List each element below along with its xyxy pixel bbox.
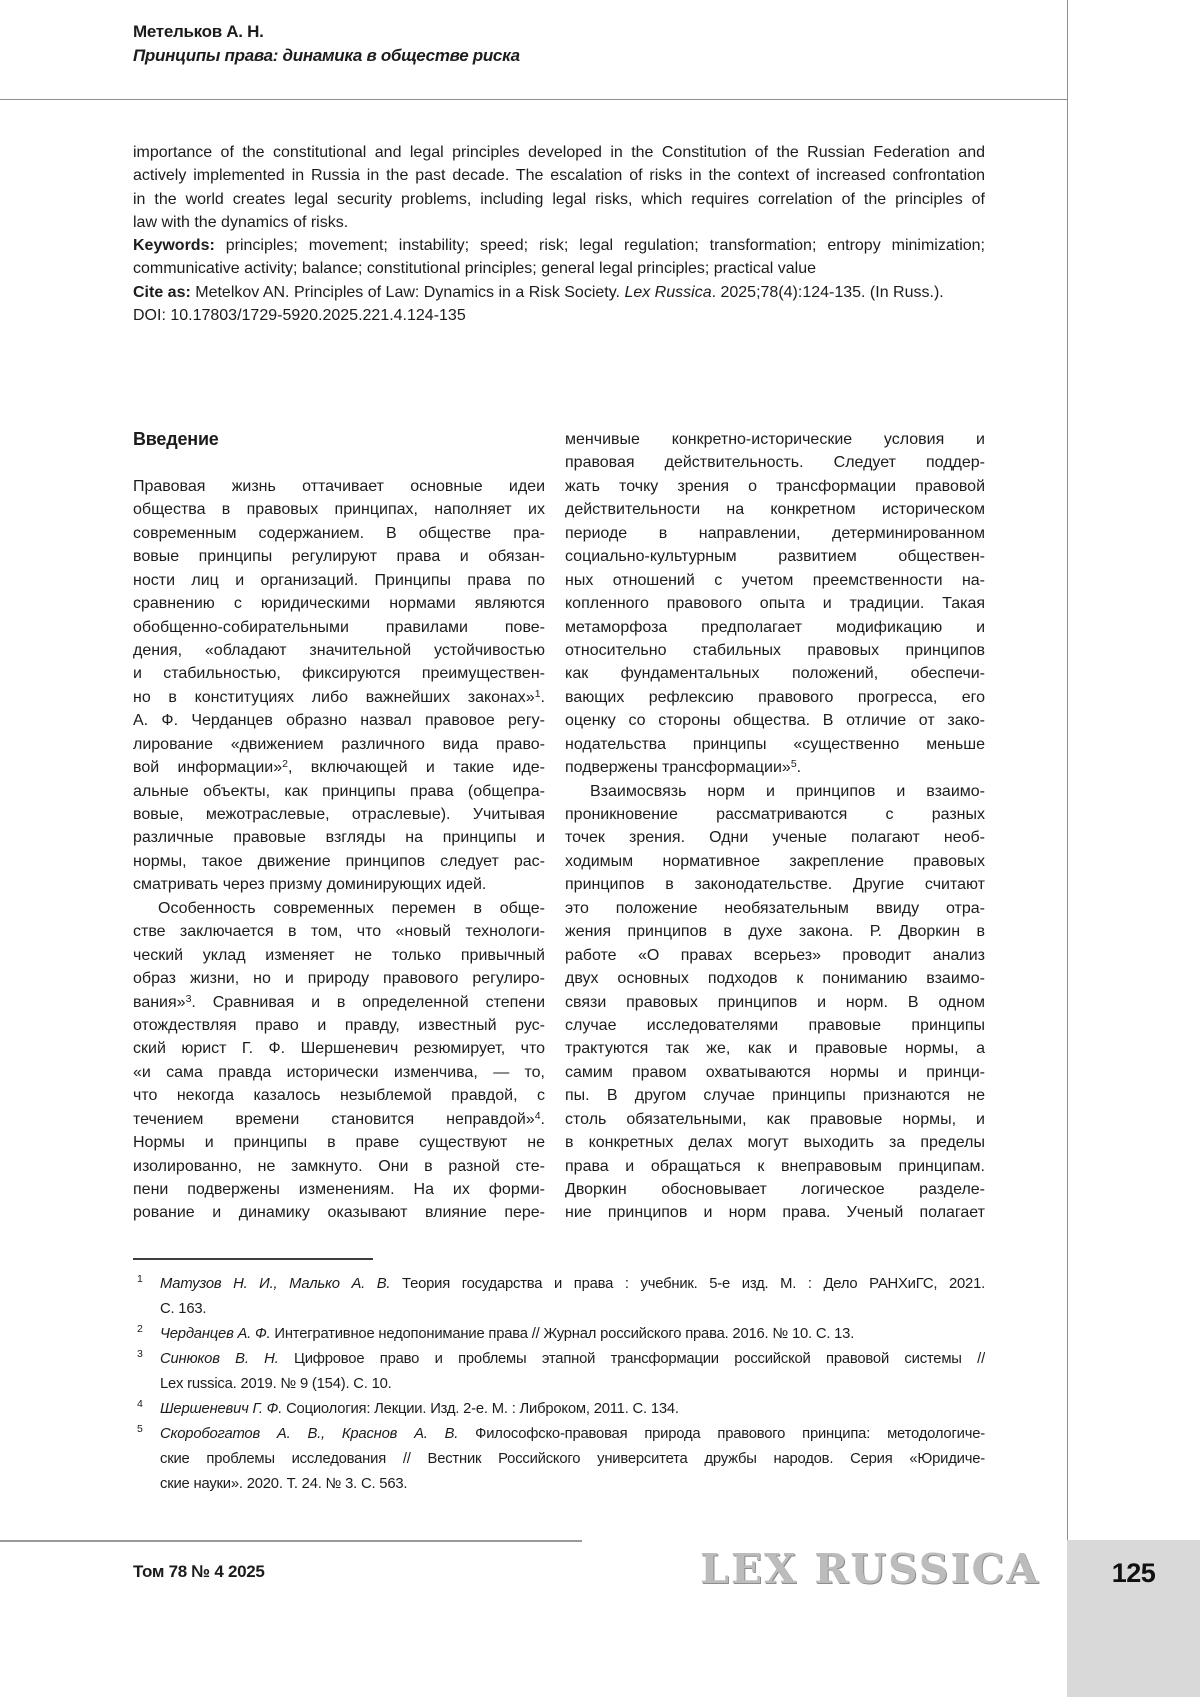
text-line: ские науки». 2020. Т. 24. № 3. С. 563. [160,1476,408,1492]
footnote-number: 2 [137,1323,143,1335]
text-line: работе «О правах всерьез» проводит анализ [565,946,985,964]
text-line: пы. В другом случае принципы признаются не [565,1087,985,1105]
text-line: что некогда казалось незыблемой правдой, с [133,1087,545,1105]
text-line: подвержены трансформации»$^5$. [565,758,802,777]
text-line: связи правовых принципов и норм. В одном [565,993,985,1011]
text-line: А. Ф. Черданцев образно назвал правовое регу- [133,712,545,730]
text-line: ние принципов и норм права. Ученый полагает [565,1204,985,1222]
text-line: Скоробогатов А. В., Краснов А. В. Философско-правовая природа правового принципа: методологиче- [160,1426,985,1442]
text-line: менчивые конкретно-исторические условия и [565,431,985,448]
text-line: стве заключается в том, что «новый технологи- [133,923,545,941]
text-line: ходимым нормативное закрепление правовых [565,852,985,870]
text-line: сматривать через призму доминирующих идей. [133,876,487,894]
paragraph [565,780,985,1225]
paragraph [133,897,545,1225]
text-line: Дворкин обосновывает логическое разделе- [565,1181,985,1198]
text-line: оценку со стороны общества. В отличие от зако- [565,712,985,730]
right-column-text [565,428,985,1225]
text-line: это положение необязательным ввиду отра- [565,899,985,917]
text-line: in the world creates legal security problems, including legal risks, which requires correlation of the principles of [133,190,985,208]
footnote-number: 4 [137,1398,143,1410]
lex-russica-logo: LEX RUSSICA [700,1545,1040,1593]
text-line: вовые принципы регулируют права и обязан- [133,548,545,566]
text-line: самим правом охватываются нормы и принци- [565,1063,985,1081]
text-line: вовые, межотраслевые, отраслевые). Учитывая [133,806,545,823]
header-rule [0,99,1067,100]
abstract-block [133,141,985,327]
text-line: общества в правовых принципах, наполняет их [133,501,545,519]
text-line: Keywords: principles; movement; instability; speed; risk; legal regulation; transformation; entropy minimization; [133,237,985,255]
text-line: метаморфоза предполагает модификацию и [565,618,985,636]
text-line: ские проблемы исследования // Вестник Российского университета дружбы народов. Серия «Юридиче- [160,1451,985,1467]
page-vertical-rule [1067,0,1068,1540]
footer-rule [0,1540,582,1542]
text-line: сравнению с юридическими нормами являются [133,595,545,613]
left-column [133,428,545,1225]
text-line: в конкретных делах могут выходить за пределы [565,1134,985,1152]
text-line: социально-культурным развитием обществен- [565,548,985,566]
text-line: альные объекты, как принципы права (общепра- [133,782,545,800]
text-line: но в конституциях либо важнейших законах»$^1$. [133,687,545,706]
text-line: жать точку зрения о трансформации правовой [565,477,985,495]
text-line: лирование «движением различного вида право- [133,735,545,753]
page-number-box [1067,1540,1200,1697]
text-line: трактуются так же, как и правовые нормы, а [565,1040,985,1058]
text-line: и стабильностью, фиксируются преимуществен- [133,665,545,683]
text-line: Шершеневич Г. Ф. Социология: Лекции. Изд. 2-е. М. : Либроком, 2011. С. 134. [160,1401,679,1417]
running-head-author: Метельков А. Н. [133,22,264,41]
text-line: отождествляя право и правду, известный рус- [133,1016,545,1034]
text-line: копленного правового опыта и традиции. Такая [565,595,985,613]
text-line: Матузов Н. И., Малько А. В. Теория государства и права : учебник. 5-е изд. М. : Дело РАНХиГС, 2021. [160,1276,985,1292]
text-line: жения принципов в духе закона. Р. Дворкин в [565,923,985,941]
paragraph [133,475,545,897]
text-line: дения, «обладают значительной устойчивостью [133,641,545,659]
footnote [133,1322,985,1347]
text-line: «и сама правда исторически изменчива, — то, [133,1063,545,1081]
text-line: communicative activity; balance; constitutional principles; general legal principles; practical value [133,260,817,278]
footnote [133,1272,985,1322]
page-number: 125 [1111,1558,1156,1588]
text-line: права и обращаться к внеправовым принципам. [565,1157,985,1175]
footnote [133,1422,985,1497]
text-line: нормы, такое движение принципов следует рас- [133,852,545,870]
text-line: ский юрист Г. Ф. Шершеневич резюмирует, что [133,1040,545,1058]
text-line: случае исследователями правовые принципы [565,1016,985,1034]
text-line: различные правовые взгляды на принципы и [133,829,545,847]
footnote-number: 3 [137,1348,143,1360]
text-line: столь обязательными, как правовые нормы, и [565,1110,985,1128]
text-line: Cite as: Metelkov AN. Principles of Law: Dynamics in a Risk Society. Lex Russica. 2025;78(4):124-135. (In Russ.). [133,283,944,301]
text-line: течением времени становится неправдой»$^4$. [133,1109,545,1128]
footnote-number: 5 [137,1423,143,1435]
text-line: вания»$^3$. Сравнивая и в определенной степени [133,992,545,1011]
text-line: действительности на конкретном историческом [565,501,985,519]
paragraph [565,428,985,780]
footnote-separator [133,1258,373,1260]
text-line: пени подвержены изменениям. На их форми- [133,1181,545,1198]
text-line: Нормы и принципы в праве существуют не [133,1134,545,1152]
running-head-title: Принципы права: динамика в обществе риска [133,46,520,65]
text-line: относительно стабильных правовых принципов [565,641,985,659]
volume-info: Том 78 № 4 2025 [133,1562,265,1581]
text-line: importance of the constitutional and legal principles developed in the Constitution of the Russian Federation and [133,144,985,161]
text-line: принципов в законодательстве. Другие считают [565,876,985,894]
text-line: Lex russica. 2019. № 9 (154). С. 10. [160,1376,392,1392]
text-line: Взаимосвязь норм и принципов и взаимо- [590,782,985,800]
text-line: ности лиц и организаций. Принципы права по [133,571,545,589]
text-line: двух основных подходов к пониманию взаимо- [565,970,985,988]
text-line: правовая действительность. Следует поддер- [565,454,985,472]
text-line: периоде в направлении, детерминированном [565,524,985,542]
text-line: нодательства принципы «существенно меньше [565,735,985,753]
text-line: Синюков В. Н. Цифровое право и проблемы этапной трансформации российской правовой системы // [160,1351,985,1367]
footnote [133,1397,985,1422]
text-line: С. 163. [160,1301,207,1317]
left-column-text [133,475,545,1225]
section-heading: Введение [133,429,219,449]
footnotes [133,1272,985,1497]
text-line: law with the dynamics of risks. [133,213,349,231]
text-line: рование и динамику оказывают влияние пере- [133,1204,545,1222]
text-line: Особенность современных перемен в обще- [158,899,545,917]
text-line: проникновение рассматриваются с разных [565,806,985,823]
text-line: Черданцев А. Ф. Интегративное недопонимание права // Журнал российского права. 2016. № 10. С. 13. [160,1326,855,1342]
text-line: точек зрения. Одни ученые полагают необ- [565,829,985,847]
text-line: образ жизни, но и природу правового регулиро- [133,970,545,988]
footnote-number: 1 [137,1273,143,1285]
text-line: вающих рефлексию правового прогресса, его [565,688,985,706]
text-line: изолированно, не замкнуто. Они в разной сте- [133,1157,545,1175]
right-column [565,428,985,1225]
text-line: DOI: 10.17803/1729-5920.2025.221.4.124-135 [133,307,466,325]
text-line: современным содержанием. В обществе пра- [133,524,545,542]
text-line: вой информации»$^2$, включающей и такие иде- [133,758,545,777]
text-line: Правовая жизнь оттачивает основные идеи [133,477,545,495]
text-line: как фундаментальных положений, обеспечи- [565,665,985,683]
footnote [133,1347,985,1397]
text-line: actively implemented in Russia in the past decade. The escalation of risks in the context of increased confrontation [133,167,985,185]
text-line: ческий уклад изменяет не только привычный [133,946,545,964]
text-line: ных отношений с учетом преемственности на- [565,571,985,589]
text-line: обобщенно-собирательными правилами пове- [133,618,545,636]
